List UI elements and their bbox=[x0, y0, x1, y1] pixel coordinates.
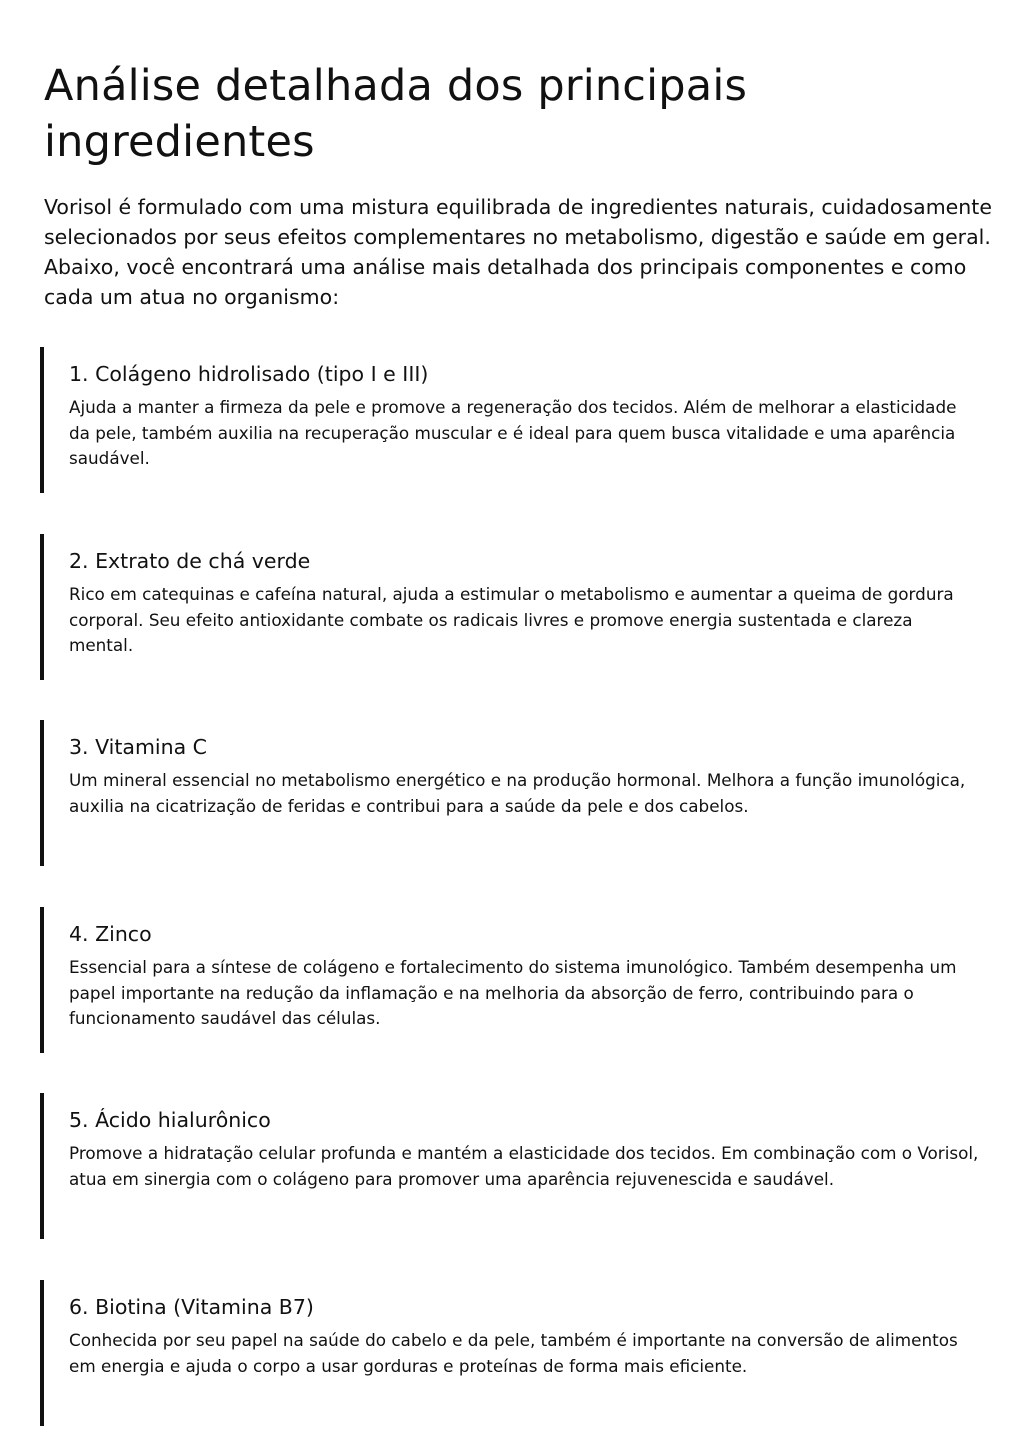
ingredient-heading: 3. Vitamina C bbox=[69, 735, 207, 759]
ingredient-description: Ajuda a manter a firmeza da pele e promove a regeneração dos tecidos. Além de melhorar a elasticidade da pele, também auxilia na recuperação muscular e é ideal para quem busca vitalidade e uma aparência saudável. bbox=[69, 397, 957, 468]
page-title: Análise detalhada dos principais ingredientes bbox=[44, 61, 748, 167]
ingredient-heading: 4. Zinco bbox=[69, 922, 152, 946]
ingredient-heading: 6. Biotina (Vitamina B7) bbox=[69, 1295, 314, 1319]
ingredient-section-4 bbox=[40, 907, 984, 1053]
ingredient-section-3 bbox=[40, 720, 984, 866]
ingredient-description: Rico em catequinas e cafeína natural, ajuda a estimular o metabolismo e aumentar a queima de gordura corporal. Seu efeito antioxidante combate os radicais livres e promove energia sustentada e clareza mental. bbox=[69, 584, 954, 655]
ingredient-section-2 bbox=[40, 534, 984, 680]
ingredient-description: Essencial para a síntese de colágeno e fortalecimento do sistema imunológico. Também desempenha um papel importante na redução da inflamação e na melhoria da absorção de ferro, contribuindo para o funcionamento saudável das células. bbox=[69, 957, 957, 1028]
ingredient-heading: 2. Extrato de chá verde bbox=[69, 549, 311, 573]
ingredient-description: Conhecida por seu papel na saúde do cabelo e da pele, também é importante na conversão de alimentos em energia e ajuda o corpo a usar gorduras e proteínas de forma mais eficiente. bbox=[69, 1330, 958, 1376]
ingredient-description: Promove a hidratação celular profunda e mantém a elasticidade dos tecidos. Em combinação com o Vorisol, atua em sinergia com o colágeno para promover uma aparência rejuvenescida e saudável. bbox=[69, 1143, 979, 1189]
ingredient-section-1 bbox=[40, 347, 984, 493]
ingredient-description: Um mineral essencial no metabolismo energético e na produção hormonal. Melhora a função imunológica, auxilia na cicatrização de feridas e contribui para a saúde da pele e dos cabelos. bbox=[69, 770, 966, 816]
ingredient-section-6 bbox=[40, 1280, 984, 1426]
ingredient-heading: 1. Colágeno hidrolisado (tipo I e III) bbox=[69, 362, 429, 386]
intro-paragraph: Vorisol é formulado com uma mistura equilibrada de ingredientes naturais, cuidadosamente selecionados por seus efeitos complementares no metabolismo, digestão e saúde em geral. Abaixo, você encontrará uma análise mais detalhada dos principais componentes e como cada um atua no organismo: bbox=[44, 195, 992, 309]
ingredient-heading: 5. Ácido hialurônico bbox=[69, 1108, 271, 1132]
ingredient-section-5 bbox=[40, 1093, 984, 1239]
